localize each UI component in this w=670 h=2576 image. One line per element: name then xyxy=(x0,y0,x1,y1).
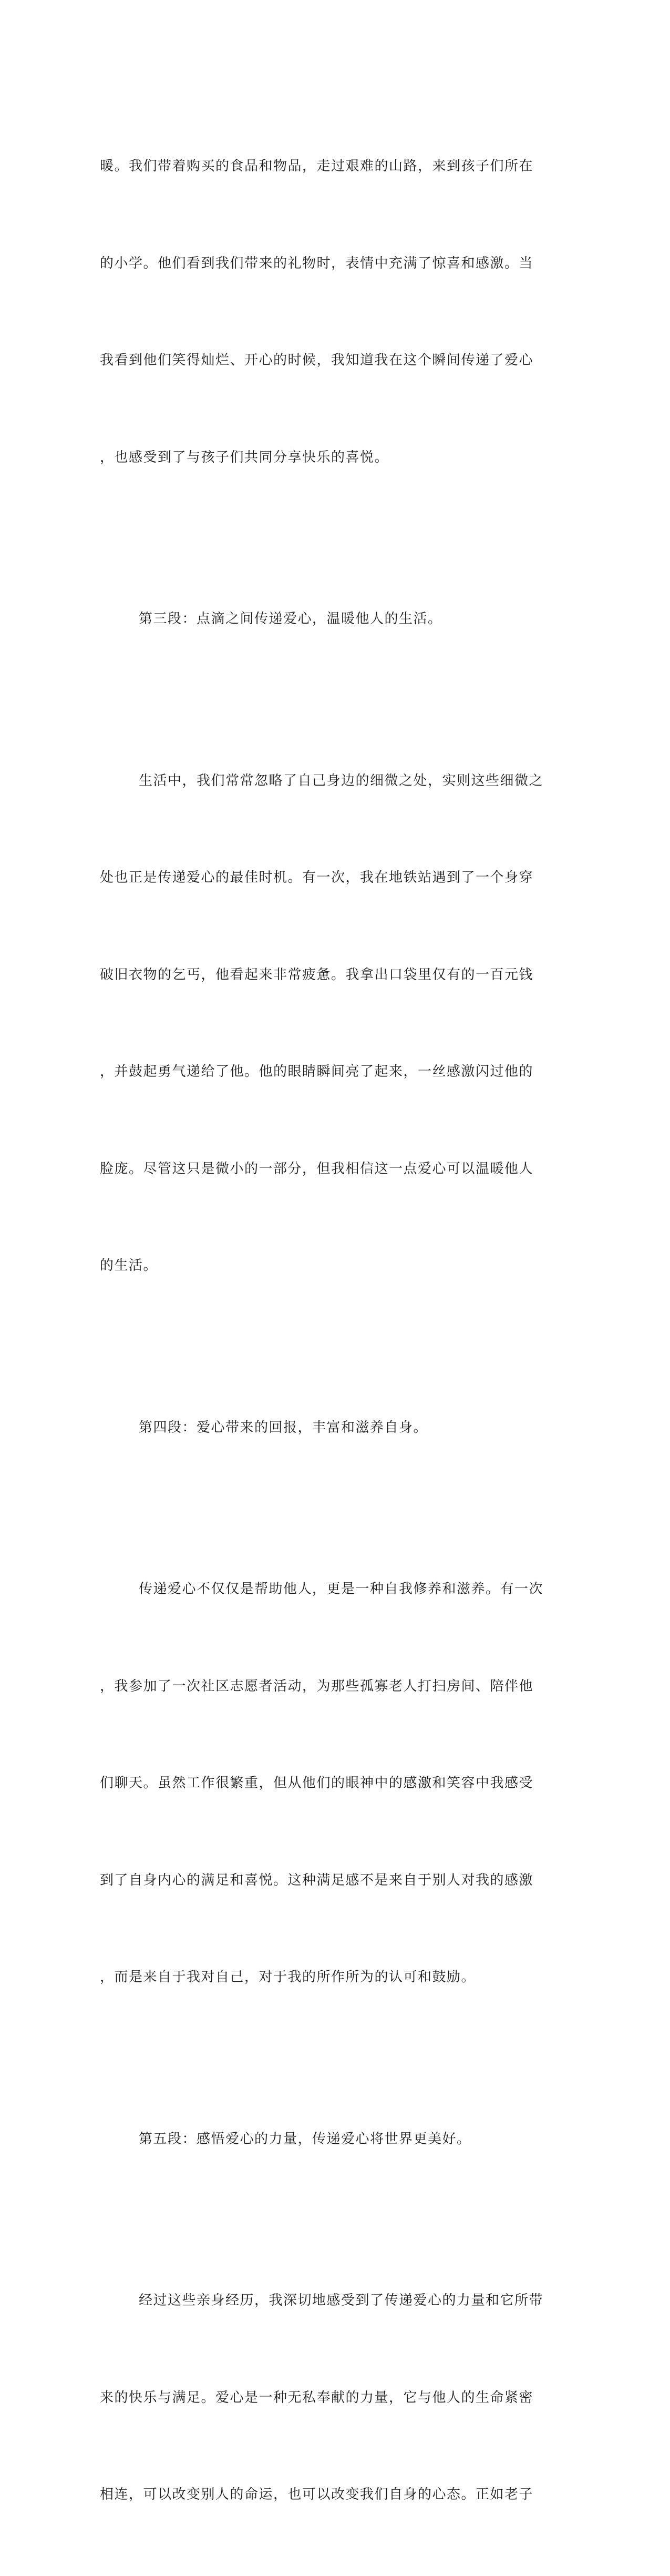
text-line: ，而是来自于我对自己，对于我的所作所为的认可和鼓励。 xyxy=(100,1969,476,1985)
heading-line: 第五段：感悟爱心的力量，传递爱心将世界更美好。 xyxy=(139,2131,471,2147)
text-line: 的生活。 xyxy=(100,1258,158,1274)
heading-line: 第三段：点滴之间传递爱心，温暖他人的生活。 xyxy=(139,611,442,627)
text-line: 传递爱心不仅仅是帮助他人，更是一种自我修养和滋养。有一次 xyxy=(139,1581,544,1597)
text-line: 处也正是传递爱心的最佳时机。有一次，我在地铁站遇到了一个身穿 xyxy=(100,870,534,885)
text-line: 生活中，我们常常忽略了自己身边的细微之处，实则这些细微之 xyxy=(139,772,544,789)
text-line: 来的快乐与满足。爱心是一种无私奉献的力量，它与他人的生命紧密 xyxy=(100,2389,534,2406)
text-line: 暖。我们带着购买的食品和物品，走过艰难的山路，来到孩子们所在 xyxy=(100,158,534,174)
text-line: 破旧衣物的乞丐，他看起来非常疲惫。我拿出口袋里仅有的一百元钱 xyxy=(100,966,534,983)
heading-line: 第四段：爱心带来的回报，丰富和滋养自身。 xyxy=(139,1419,428,1435)
text-line: 经过这些亲身经历，我深切地感受到了传递爱心的力量和它所带 xyxy=(139,2293,544,2308)
document-body xyxy=(100,86,568,2576)
paragraph-continuation xyxy=(100,86,568,538)
section-5-heading xyxy=(100,2059,568,2221)
text-line: ，并鼓起勇气递给了他。他的眼睛瞬间亮了起来，一丝感激闪过他的 xyxy=(100,1064,534,1080)
section-5-body xyxy=(100,2220,568,2576)
text-line: 脸庞。尽管这只是微小的一部分，但我相信这一点爱心可以温暖他人 xyxy=(100,1160,534,1177)
text-line: 我看到他们笑得灿烂、开心的时候，我知道我在这个瞬间传递了爱心 xyxy=(100,352,534,368)
text-line: 的小学。他们看到我们带来的礼物时，表情中充满了惊喜和感激。当 xyxy=(100,255,534,271)
text-line: 们聊天。虽然工作很繁重，但从他们的眼神中的感激和笑容中我感受 xyxy=(100,1775,534,1791)
text-line: 相连，可以改变别人的命运，也可以改变我们自身的心态。正如老子 xyxy=(100,2487,534,2502)
text-line: ，我参加了一次社区志愿者活动，为那些孤寡老人打扫房间、陪伴他 xyxy=(100,1678,534,1694)
section-4-heading xyxy=(100,1347,568,1509)
text-line: 到了自身内心的满足和喜悦。这种满足感不是来自于别人对我的感激 xyxy=(100,1872,534,1888)
section-4-body xyxy=(100,1509,568,2059)
text-line: ，也感受到了与孩子们共同分享快乐的喜悦。 xyxy=(100,449,389,465)
section-3-heading xyxy=(100,538,568,700)
section-3-body xyxy=(100,700,568,1347)
